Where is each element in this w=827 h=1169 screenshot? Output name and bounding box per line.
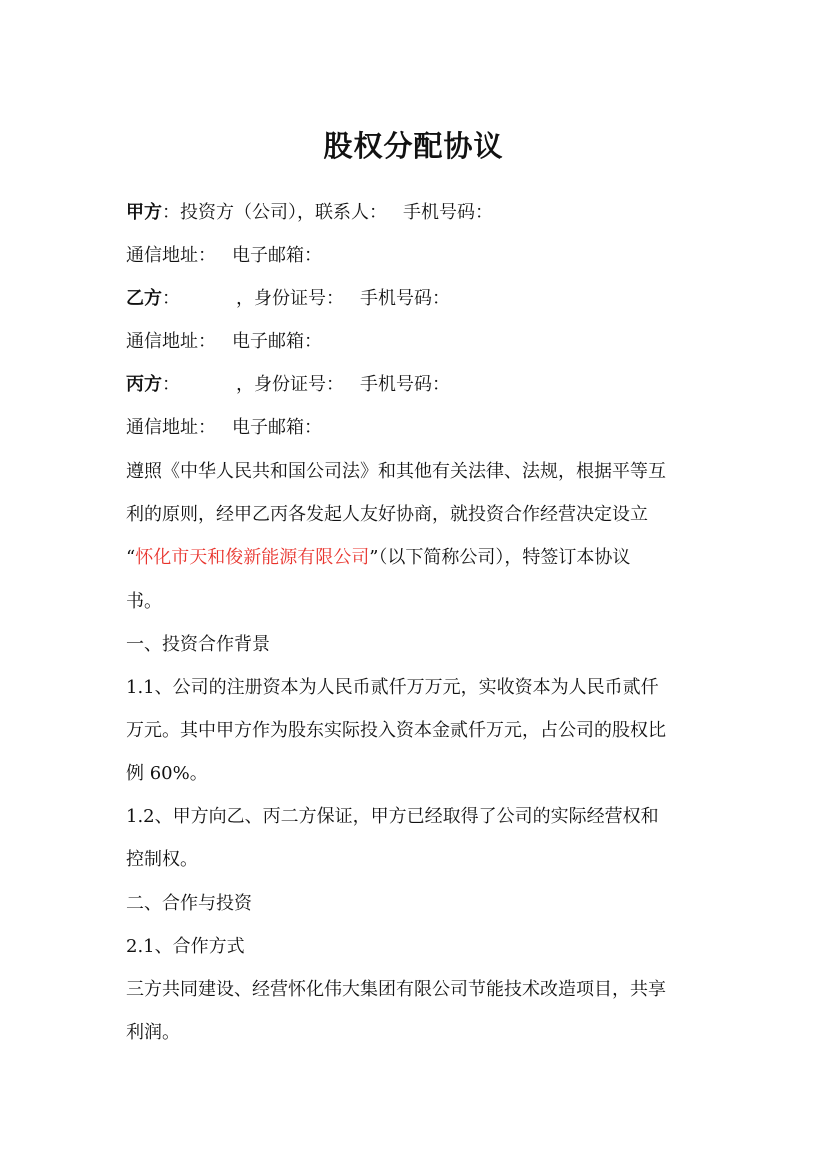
party-a-email-label: 电子邮箱： — [232, 245, 322, 266]
party-a-colon: ： — [162, 202, 180, 223]
preamble-line-4: 书。 — [126, 591, 162, 612]
party-b-colon: ： — [162, 288, 180, 309]
party-a-text: 投资方（公司），联系人： — [180, 202, 387, 223]
clause-1-1-line-2: 万元。其中甲方作为股东实际投入资本金贰仟万元，占公司的股权比 — [126, 720, 666, 741]
party-b-address-line — [126, 330, 322, 354]
preamble-line-2: 利的原则，经甲乙丙各发起人友好协商，就投资合作经营决定设立 — [126, 504, 648, 525]
party-b-phone-label: 手机号码： — [360, 288, 450, 309]
clause-1-1-line-1: 1.1、公司的注册资本为人民币贰仟万万元，实收资本为人民币贰仟 — [126, 677, 659, 698]
party-c-email-label: 电子邮箱： — [232, 417, 322, 438]
party-a-line — [126, 201, 493, 225]
party-c-address-label: 通信地址： — [126, 417, 216, 438]
party-c-label: 丙方 — [126, 374, 162, 395]
party-b-email-label: 电子邮箱： — [232, 331, 322, 352]
clause-1-2-line-2: 控制权。 — [126, 849, 198, 870]
section-1-heading: 一、投资合作背景 — [126, 634, 270, 655]
clause-1-1-line-3: 例 60%。 — [126, 763, 208, 784]
clause-1-2-line-1: 1.2、甲方向乙、丙二方保证，甲方已经取得了公司的实际经营权和 — [126, 806, 659, 827]
party-c-address-line — [126, 416, 322, 440]
clause-2-1-body-line-2: 利润。 — [126, 1022, 180, 1043]
party-b-address-label: 通信地址： — [126, 331, 216, 352]
party-a-label: 甲方 — [126, 202, 162, 223]
party-a-address-label: 通信地址： — [126, 245, 216, 266]
party-c-phone-label: 手机号码： — [360, 374, 450, 395]
clause-2-1-heading: 2.1、合作方式 — [126, 936, 245, 957]
party-b-label: 乙方 — [126, 288, 162, 309]
quote-close-text: ”（以下简称公司），特签订本协议 — [369, 547, 631, 568]
party-b-line — [126, 287, 450, 311]
party-b-id-label: ，身份证号： — [236, 288, 344, 309]
preamble-line-3 — [126, 546, 630, 570]
clause-2-1-body-line-1: 三方共同建设、经营怀化伟大集团有限公司节能技术改造项目，共享 — [126, 979, 666, 1000]
party-c-id-label: ，身份证号： — [236, 374, 344, 395]
party-a-address-line — [126, 244, 322, 268]
quote-open: “ — [126, 547, 136, 568]
party-c-colon: ： — [162, 374, 180, 395]
page-title: 股权分配协议 — [323, 129, 504, 163]
party-a-phone-label: 手机号码： — [403, 202, 493, 223]
preamble-line-1: 遵照《中华人民共和国公司法》和其他有关法律、法规，根据平等互 — [126, 461, 666, 482]
section-2-heading: 二、合作与投资 — [126, 893, 252, 914]
party-c-line — [126, 373, 450, 397]
company-name: 怀化市天和俊新能源有限公司 — [135, 547, 370, 568]
